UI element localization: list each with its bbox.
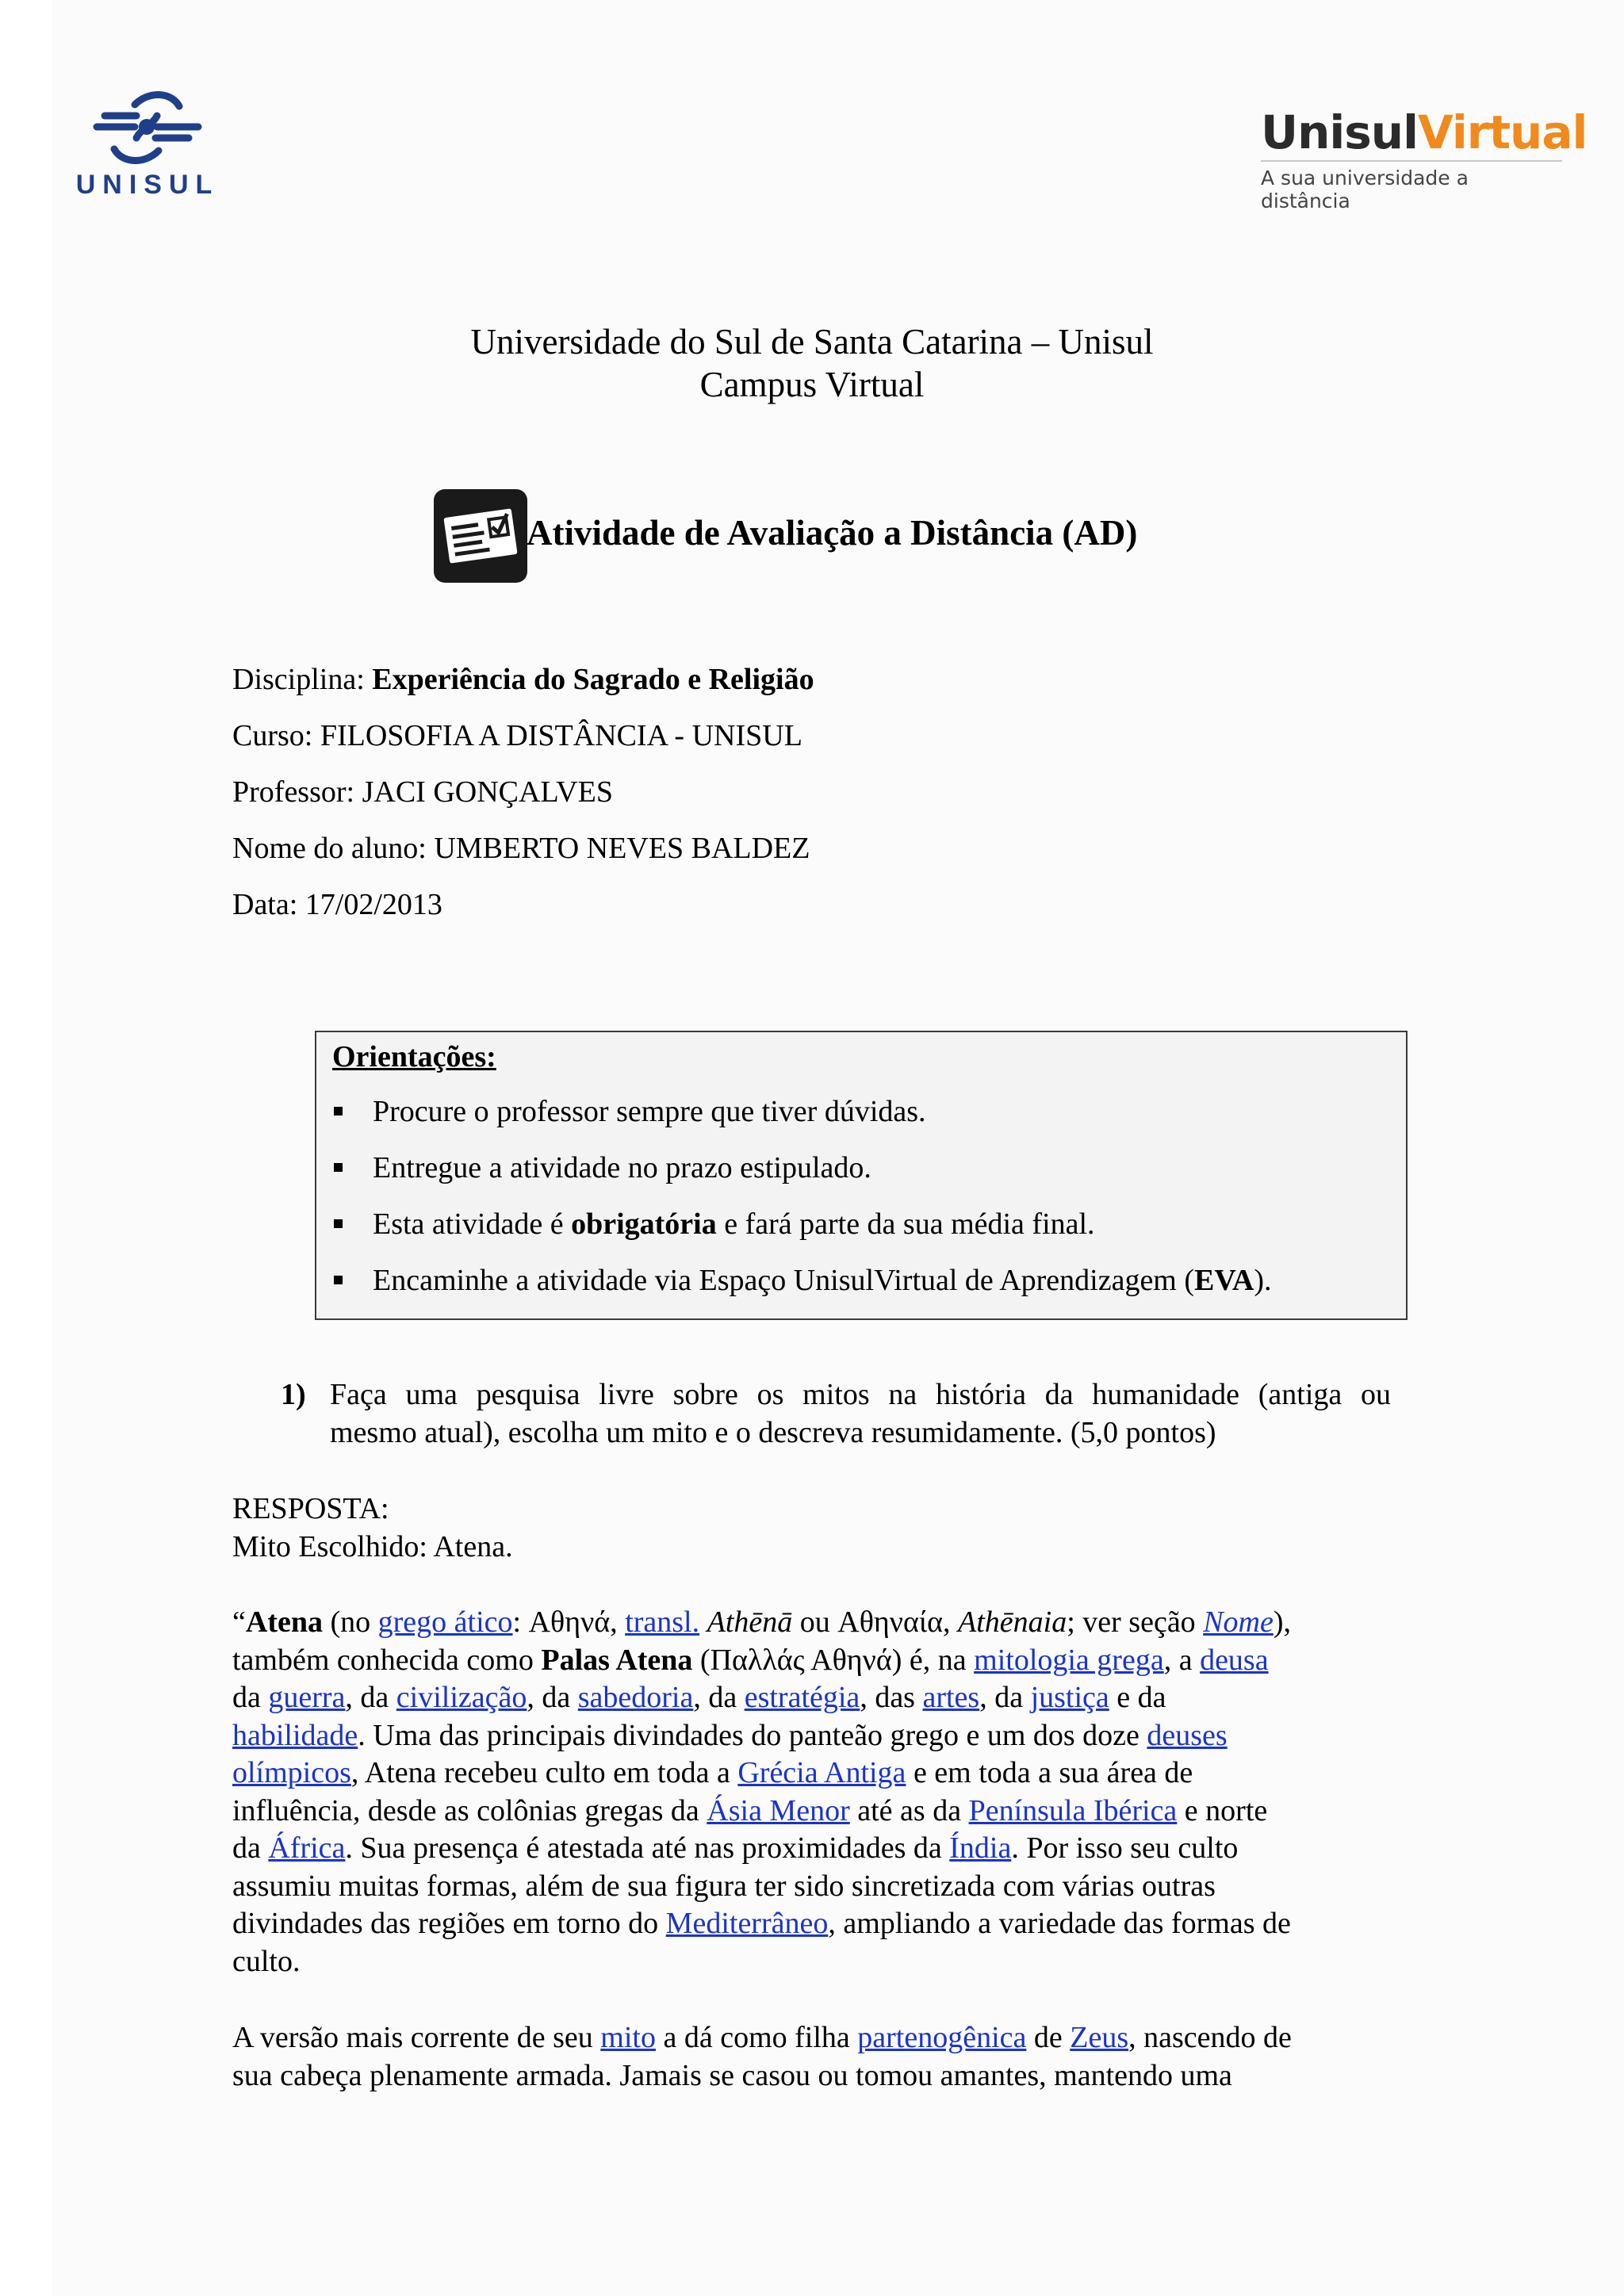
link-grecia-antiga[interactable]: Grécia Antiga [737,1756,906,1789]
link-mito[interactable]: mito [600,2021,656,2054]
logo-divider [1261,160,1562,162]
text-line: “Atena (no grego ático: Αθηνά, transl. Athēnā ou Αθηναία, Athēnaia; ver seção Nome), [232,1605,1291,1639]
curso-line: Curso: FILOSOFIA A DISTÂNCIA - UNISUL [232,719,802,752]
paragraph-1 [232,1604,1390,1980]
question-number: 1) [281,1378,306,1411]
orientacoes-box [315,1031,1408,1320]
link-justica[interactable]: justiça [1030,1681,1109,1714]
link-civilizacao[interactable]: civilização [396,1681,527,1714]
checklist-card-icon [432,488,529,588]
link-zeus[interactable]: Zeus [1070,2021,1129,2054]
link-nome[interactable]: Nome [1203,1605,1274,1639]
unisul-emblem-icon [87,89,206,166]
link-asia-menor[interactable]: Ásia Menor [707,1793,850,1827]
unisul-virtual-logo [1261,105,1588,212]
orientacao-item: Esta atividade é obrigatória e fará parte da sua média final. [332,1206,1095,1242]
link-peninsula-iberica[interactable]: Península Ibérica [968,1793,1178,1827]
link-deusa[interactable]: deusa [1200,1643,1269,1677]
link-sabedoria[interactable]: sabedoria [577,1681,694,1714]
link-partenogenica[interactable]: partenogênica [857,2021,1027,2054]
orientacoes-heading: Orientações: [332,1040,496,1073]
text-line: sua cabeça plenamente armada. Jamais se casou ou tomou amantes, mantendo uma [232,2058,1232,2092]
link-india[interactable]: Índia [949,1831,1012,1865]
unisul-logo [56,89,238,200]
square-bullet-icon [334,1163,343,1172]
link-mediterraneo[interactable]: Mediterrâneo [665,1907,829,1940]
answer-label: RESPOSTA: [232,1492,389,1525]
orientacao-item: Procure o professor sempre que tiver dúvidas. [332,1093,926,1130]
text-line: culto. [232,1944,301,1978]
disciplina-line: Disciplina: Experiência do Sagrado e Religião [232,663,814,696]
link-deuses-olimpicos[interactable]: deuses [1147,1718,1228,1752]
text-line: da guerra, da civilização, da sabedoria, da estratégia, das artes, da justiça e da [232,1681,1166,1714]
link-mitologia-grega[interactable]: mitologia grega [974,1643,1164,1677]
university-title: Universidade do Sul de Santa Catarina – Unisul [470,322,1154,362]
text-line: também conhecida como Palas Atena (Παλλάς Αθηνά) é, na mitologia grega, a deusa [232,1643,1269,1677]
text-line: habilidade. Uma das principais divindades do panteão grego e um dos doze deuses [232,1718,1228,1752]
text-line: olímpicos, Atena recebeu culto em toda a Grécia Antiga e em toda a sua área de [232,1756,1193,1789]
data-line: Data: 17/02/2013 [232,888,442,921]
text-line: influência, desde as colônias gregas da Ásia Menor até as da Península Ibérica e norte [232,1793,1268,1827]
link-africa[interactable]: África [268,1831,346,1865]
disciplina-value: Experiência do Sagrado e Religião [372,663,814,696]
answer-chosen: Mito Escolhido: Atena. [232,1530,513,1563]
link-grego-atico[interactable]: grego ático [377,1605,513,1639]
link-estrategia[interactable]: estratégia [744,1681,860,1714]
text-line: A versão mais corrente de seu mito a dá como filha partenogênica de Zeus, nascendo de [232,2021,1292,2054]
professor-line: Professor: JACI GONÇALVES [232,775,613,809]
unisul-virtual-brand: UnisulVirtual [1261,105,1588,159]
square-bullet-icon [334,1107,343,1115]
link-olimpicos[interactable]: olímpicos [232,1756,351,1789]
link-guerra[interactable]: guerra [268,1681,346,1714]
campus-title: Campus Virtual [699,365,925,404]
unisul-virtual-tagline: A sua universidade a distância [1261,166,1469,212]
aluno-line: Nome do aluno: UMBERTO NEVES BALDEZ [232,832,810,865]
square-bullet-icon [334,1219,343,1228]
activity-title: Atividade de Avaliação a Distância (AD) [527,513,1138,553]
paragraph-2 [232,2019,1390,2095]
link-habilidade[interactable]: habilidade [232,1718,358,1752]
link-artes[interactable]: artes [922,1681,980,1714]
orientacao-item: Encaminhe a atividade via Espaço UnisulVirtual de Aprendizagem (EVA). [332,1262,1272,1299]
question-text: Faça uma pesquisa livre sobre os mitos na história da humanidade (antiga ou mesmo atual), escolha um mito e o descreva resumidamente. (5,0 pontos) [330,1378,1391,1449]
orientacao-item: Entregue a atividade no prazo estipulado. [332,1150,871,1186]
text-line: assumiu muitas formas, além de sua figura ter sido sincretizada com várias outras [232,1869,1216,1903]
text-line: divindades das regiões em torno do Mediterrâneo, ampliando a variedade das formas de [232,1907,1291,1940]
text-line: da África. Sua presença é atestada até nas proximidades da Índia. Por isso seu culto [232,1831,1239,1865]
unisul-logo-text: UNISUL [75,170,220,200]
link-transl[interactable]: transl. [625,1605,700,1639]
square-bullet-icon [334,1276,343,1284]
